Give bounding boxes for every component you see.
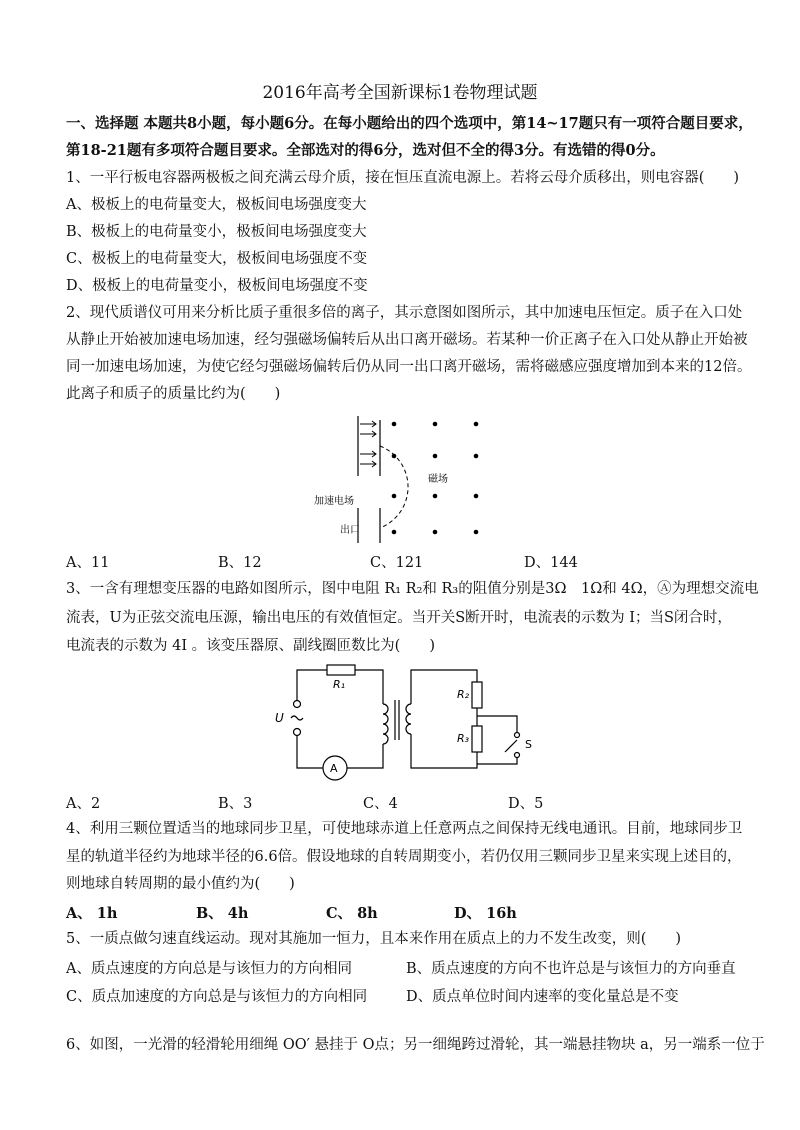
r1-label: R₁ — [333, 678, 346, 691]
ammeter-label: A — [330, 762, 338, 775]
q2-option-b: B、12 — [218, 555, 262, 571]
source-label: U — [275, 711, 284, 725]
section-line-1: 一、选择题 本题共8小题，每小题6分。在每小题给出的四个选项中，第14~17题只有一项符合题目要求， — [66, 115, 753, 132]
q4-option-d: D、 16h — [454, 905, 517, 922]
q4-option-b: B、 4h — [196, 905, 249, 922]
q3-option-a: A、2 — [66, 796, 101, 812]
transformer-circuit-figure — [255, 660, 545, 785]
q4-line-1: 4、利用三颗位置适当的地球同步卫星，可使地球赤道上任意两点之间保持无线电通讯。目前，地球同步卫 — [66, 821, 743, 837]
q1-option-b: B、极板上的电荷量变小，极板间电场强度变大 — [66, 224, 367, 240]
q3-line-1: 3、一含有理想变压器的电路如图所示，图中电阻 R₁ R₂和 R₃的阻值分别是3Ω 1Ω和 4Ω，Ⓐ为理想交流电 — [66, 581, 759, 597]
q1-option-c: C、极板上的电荷量变大，极板间电场强度不变 — [66, 251, 368, 267]
q1-option-d: D、极板上的电荷量变小，极板间电场强度不变 — [66, 278, 368, 294]
exit-label: 出口 — [340, 525, 360, 536]
q4-line-2: 星的轨道半径约为地球半径的6.6倍。假设地球的自转周期变小，若仍仅用三颗同步卫星来实现上述目的， — [66, 849, 742, 865]
q3-line-3: 电流表的示数为 4I 。该变压器原、副线圈匝数比为( ) — [66, 638, 435, 654]
q2-line-4: 此离子和质子的质量比约为( ) — [66, 386, 281, 402]
q2-line-3: 同一加速电场加速，为使它经匀强磁场偏转后仍从同一出口离开磁场，需将磁感应强度增加到本来的12倍。 — [66, 359, 752, 375]
q2-line-1: 2、现代质谱仪可用来分析比质子重很多倍的离子，其示意图如图所示，其中加速电压恒定。质子在入口处 — [66, 305, 743, 321]
field-label: 磁场 — [428, 474, 448, 485]
q2-option-a: A、11 — [66, 555, 110, 571]
mass-spectrometer-figure — [310, 408, 490, 548]
q5-option-a: A、质点速度的方向总是与该恒力的方向相同 — [66, 961, 352, 977]
section-line-2: 第18-21题有多项符合题目要求。全部选对的得6分，选对但不全的得3分。有选错的得0分。 — [66, 142, 665, 159]
q4-option-c: C、 8h — [326, 905, 378, 922]
accel-label: 加速电场 — [314, 496, 354, 507]
q6-line-1: 6、如图，一光滑的轻滑轮用细绳 OO′ 悬挂于 O点；另一细绳跨过滑轮，其一端悬挂物块 a，另一端系一位于 — [66, 1037, 765, 1053]
q3-option-b: B、3 — [218, 796, 253, 812]
switch-label: S — [525, 738, 532, 751]
q5-option-b: B、质点速度的方向不也许总是与该恒力的方向垂直 — [406, 961, 736, 977]
q5-option-c: C、质点加速度的方向总是与该恒力的方向相同 — [66, 989, 368, 1005]
q3-option-d: D、5 — [508, 796, 544, 812]
q4-option-a: A、 1h — [66, 905, 118, 922]
q3-option-c: C、4 — [363, 796, 398, 812]
q2-option-c: C、121 — [370, 555, 424, 571]
q1-option-a: A、极板上的电荷量变大，极板间电场强度变大 — [66, 197, 367, 213]
q2-line-2: 从静止开始被加速电场加速，经匀强磁场偏转后从出口离开磁场。若某种一价正离子在入口处从静止开始被 — [66, 332, 748, 348]
q2-option-d: D、144 — [524, 555, 578, 571]
q5-stem: 5、一质点做匀速直线运动。现对其施加一恒力，且本来作用在质点上的力不发生改变，则( ) — [66, 931, 682, 947]
r3-label: R₃ — [457, 732, 470, 745]
q3-line-2: 流表，U为正弦交流电压源，输出电压的有效值恒定。当开关S断开时，电流表的示数为 I；当S闭合时， — [66, 610, 732, 626]
r2-label: R₂ — [457, 688, 470, 701]
page-title: 2016年高考全国新课标1卷物理试题 — [262, 83, 538, 103]
q4-line-3: 则地球自转周期的最小值约为( ) — [66, 876, 295, 892]
q1-stem: 1、一平行板电容器两极板之间充满云母介质，接在恒压直流电源上。若将云母介质移出，则电容器( ) — [66, 170, 740, 186]
q5-option-d: D、质点单位时间内速率的变化量总是不变 — [406, 989, 679, 1005]
